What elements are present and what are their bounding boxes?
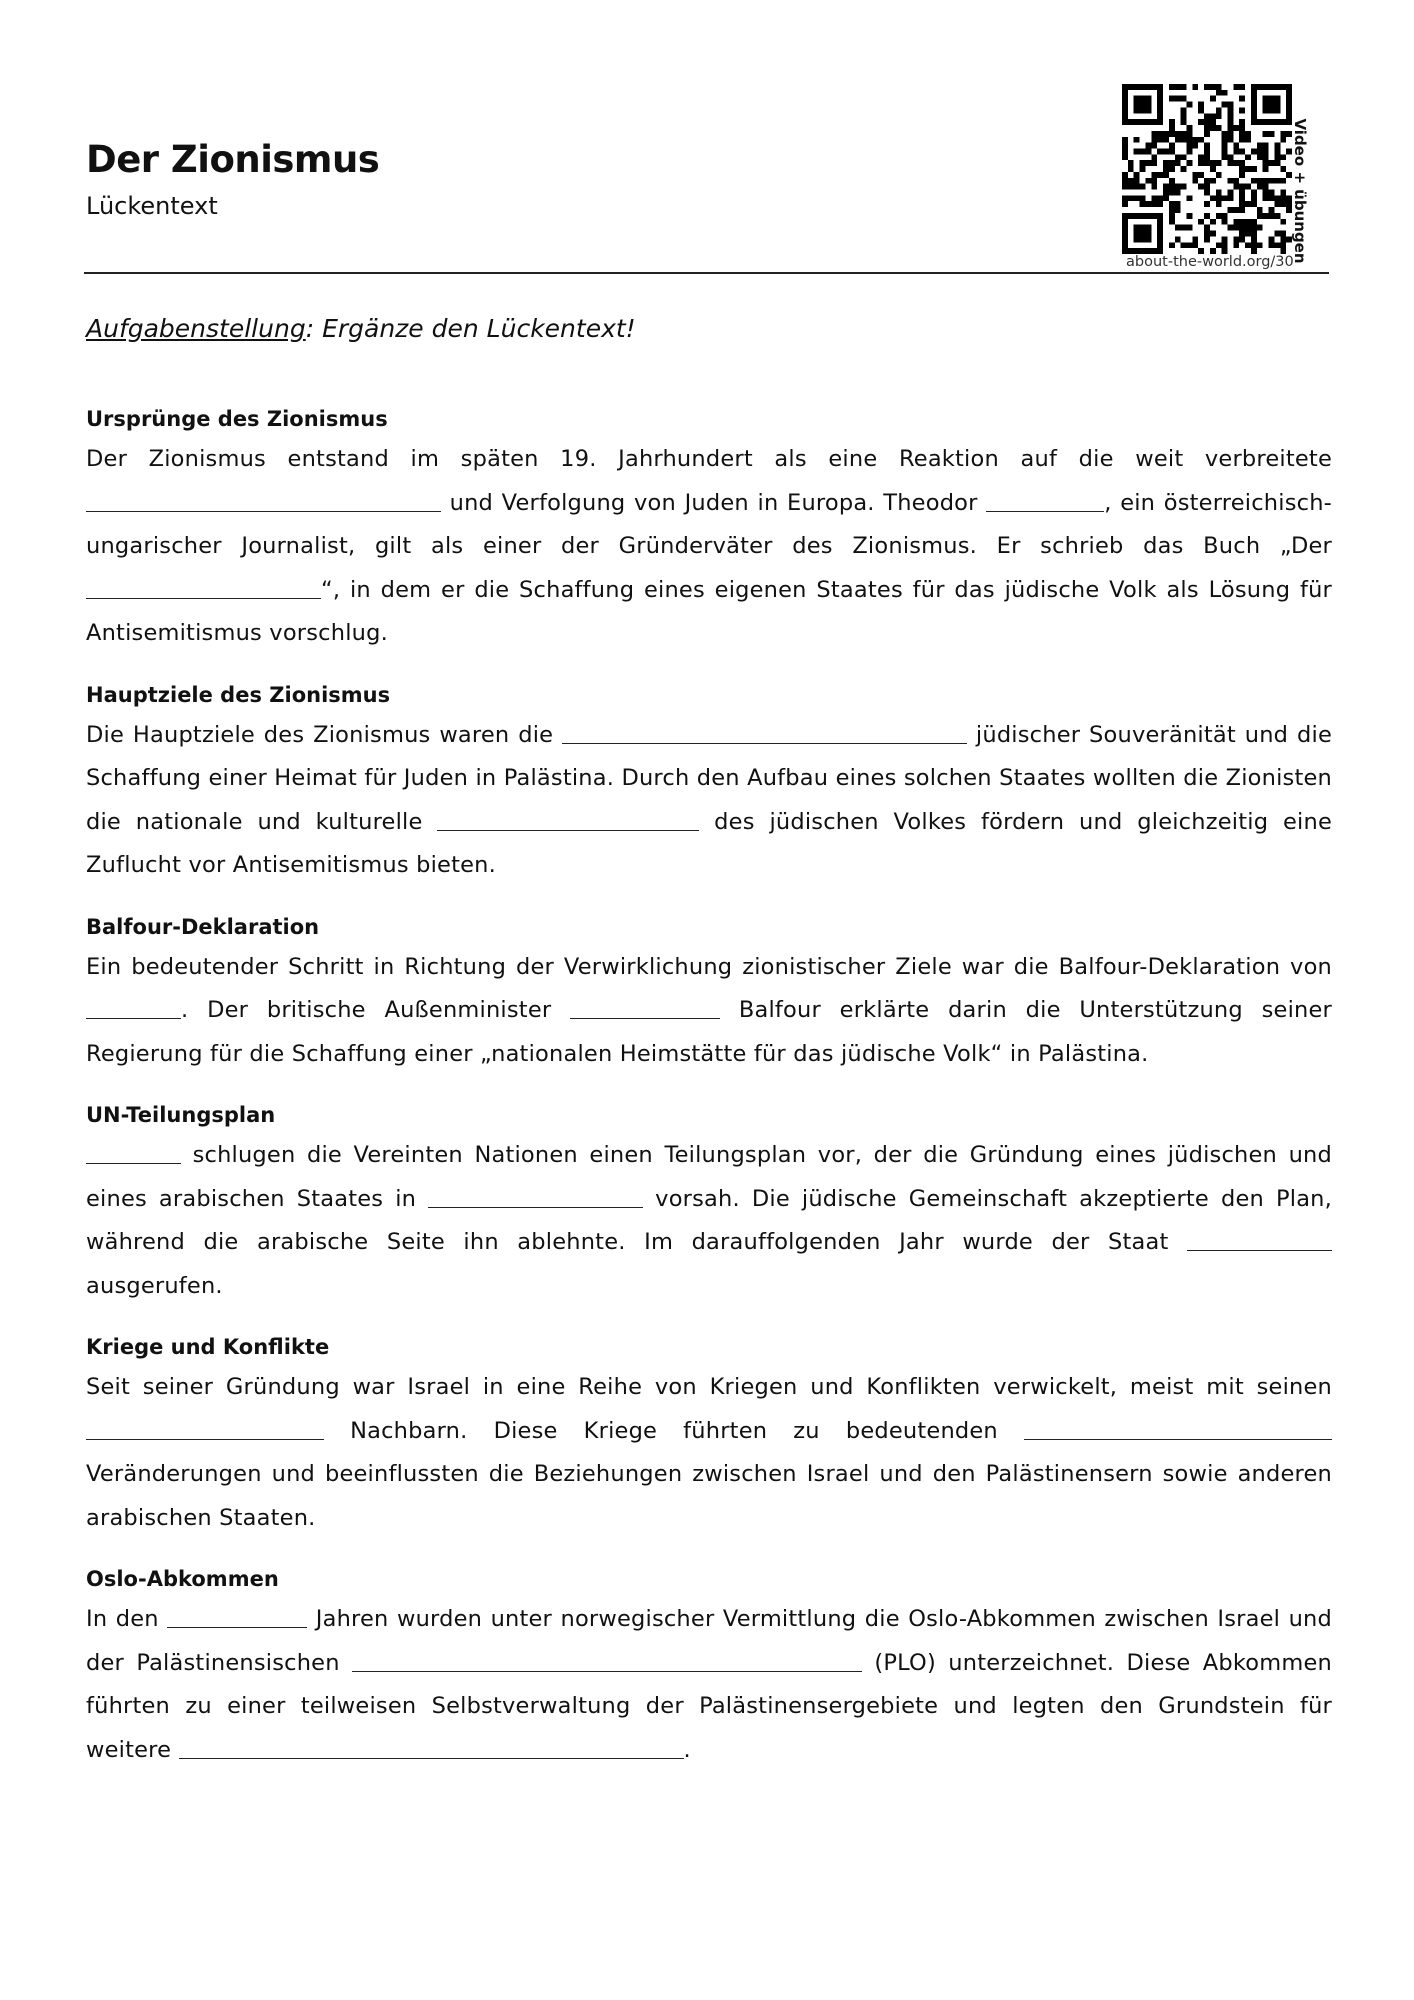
section-heading: Hauptziele des Zionismus (86, 682, 391, 707)
section-text (86, 1134, 1332, 1308)
page-subtitle: Lückentext (86, 192, 218, 220)
blank-gap[interactable] (167, 1605, 307, 1629)
blank-gap[interactable] (570, 996, 720, 1020)
gap-text-content (86, 400, 1332, 1792)
blank-gap[interactable] (352, 1648, 862, 1672)
task-instruction (86, 314, 636, 343)
text-fragment: In den (86, 1606, 168, 1632)
text-fragment: Balfour erklärte darin die Unterstützung seiner Regierung für die Schaffung einer „nationalen Heimstätte für das jüdische Volk“ in Palästina. (86, 997, 1332, 1067)
blank-gap[interactable] (86, 575, 321, 599)
section-text (86, 946, 1332, 1077)
text-fragment: Die Hauptziele des Zionismus waren die (86, 721, 563, 748)
text-fragment: vorsah. Die jüdische Gemeinschaft akzeptierte den Plan, während die arabische Seite ihn ablehnte. Im darauffolgenden Jahr wurde der Staat (86, 1185, 1332, 1255)
blank-gap[interactable] (179, 1735, 684, 1759)
text-fragment: . (683, 1736, 691, 1763)
text-fragment: des jüdischen Volkes fördern und gleichzeitig eine Zuflucht vor Antisemitismus bieten. (86, 808, 1332, 878)
section-4 (86, 1328, 1332, 1540)
text-fragment: schlugen die Vereinten Nationen einen Teilungsplan vor, der die Gründung eines jüdischen und eines arabischen Staates in (86, 1142, 1332, 1212)
section-text (86, 1366, 1332, 1540)
section-0 (86, 400, 1332, 656)
section-5 (86, 1560, 1332, 1772)
text-fragment: Jahren wurden unter norwegischer Vermittlung die Oslo-Abkommen zwischen Israel und der Palästinensischen (86, 1606, 1332, 1676)
blank-gap[interactable] (86, 996, 181, 1020)
text-fragment: “, in dem er die Schaffung eines eigenen Staates für das jüdische Volk als Lösung für Antisemitismus vorschlug. (86, 576, 1332, 646)
blank-gap[interactable] (86, 1416, 324, 1440)
task-label: Aufgabenstellung (86, 314, 306, 343)
blank-gap[interactable] (986, 488, 1104, 512)
section-1 (86, 676, 1332, 888)
section-heading: Oslo-Abkommen (86, 1567, 279, 1591)
text-fragment: Der Zionismus entstand im späten 19. Jahrhundert als eine Reaktion auf die weit verbreitete (86, 446, 1332, 472)
section-text (86, 1598, 1332, 1772)
text-fragment: . Der britische Außenminister (181, 997, 571, 1023)
section-text (86, 714, 1332, 888)
blank-gap[interactable] (437, 807, 699, 831)
section-heading: Ursprünge des Zionismus (86, 407, 388, 431)
task-text: : Ergänze den Lückentext! (305, 314, 636, 343)
section-2 (86, 908, 1332, 1077)
text-fragment: und Verfolgung von Juden in Europa. Theodor (441, 489, 987, 516)
qr-side-label: Video + übungen (1291, 118, 1309, 264)
qr-url-label: about-the-world.org/30 (1126, 254, 1294, 270)
blank-gap[interactable] (1024, 1416, 1332, 1440)
text-fragment: Seit seiner Gründung war Israel in eine Reihe von Kriegen und Konflikten verwickelt, meist mit seinen (86, 1374, 1332, 1400)
blank-gap[interactable] (86, 488, 441, 512)
section-text (86, 438, 1332, 656)
section-heading: Kriege und Konflikte (86, 1335, 330, 1359)
text-fragment: Ein bedeutender Schritt in Richtung der Verwirklichung zionistischer Ziele war die Balfour-Deklaration von (86, 953, 1332, 980)
blank-gap[interactable] (1187, 1228, 1332, 1252)
blank-gap[interactable] (428, 1184, 643, 1208)
section-3 (86, 1096, 1332, 1308)
text-fragment: jüdischer Souveränität und die Schaffung einer Heimat für Juden in Palästina. Durch den Aufbau eines solchen Staates wollten die Zionisten die nationale und kulturelle (86, 721, 1332, 835)
blank-gap[interactable] (562, 720, 967, 744)
text-fragment: Veränderungen und beeinflussten die Beziehungen zwischen Israel und den Palästinensern sowie anderen arabischen Staaten. (86, 1461, 1332, 1531)
header-divider (84, 272, 1329, 274)
qr-code-icon[interactable] (1118, 84, 1296, 254)
page-title: Der Zionismus (86, 138, 380, 181)
section-heading: Balfour-Deklaration (86, 914, 320, 939)
text-fragment: ausgerufen. (86, 1272, 223, 1299)
section-heading: UN-Teilungsplan (86, 1103, 276, 1127)
blank-gap[interactable] (86, 1141, 181, 1165)
text-fragment: , ein österreichisch-ungarischer Journalist, gilt als einer der Gründerväter des Zionismus. Er schrieb das Buch „Der (86, 489, 1332, 559)
text-fragment: Nachbarn. Diese Kriege führten zu bedeutenden (324, 1417, 1024, 1444)
text-fragment: (PLO) unterzeichnet. Diese Abkommen führten zu einer teilweisen Selbstverwaltung der Palästinensergebiete und legten den Grundstein für weitere (86, 1649, 1332, 1763)
